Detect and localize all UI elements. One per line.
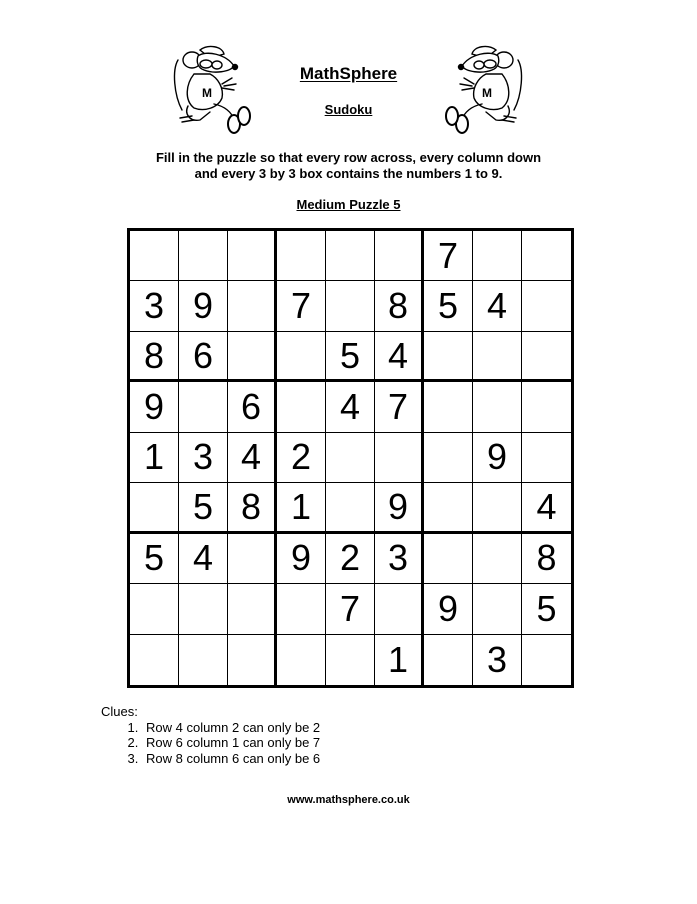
brand-title-text: MathSphere xyxy=(299,64,398,83)
sudoku-cell-r4-c5[interactable]: 4 xyxy=(326,382,375,432)
sudoku-cell-r8-c7[interactable]: 9 xyxy=(424,584,473,634)
sudoku-cell-r4-c2[interactable] xyxy=(179,382,228,432)
sudoku-cell-r5-c5[interactable] xyxy=(326,433,375,483)
sudoku-cell-r5-c3[interactable]: 4 xyxy=(228,433,277,483)
sudoku-cell-r9-c2[interactable] xyxy=(179,635,228,685)
sudoku-cell-r7-c6[interactable]: 3 xyxy=(375,534,424,584)
sudoku-cell-r9-c5[interactable] xyxy=(326,635,375,685)
sudoku-cell-r7-c2[interactable]: 4 xyxy=(179,534,228,584)
clue-item: 1. Row 4 column 2 can only be 2 xyxy=(142,720,320,736)
sudoku-cell-r1-c8[interactable] xyxy=(473,231,522,281)
sudoku-cell-r6-c3[interactable]: 8 xyxy=(228,483,277,533)
sudoku-cell-r8-c1[interactable] xyxy=(130,584,179,634)
sudoku-cell-r2-c8[interactable]: 4 xyxy=(473,281,522,331)
sudoku-cell-r5-c4[interactable]: 2 xyxy=(277,433,326,483)
instructions xyxy=(0,150,697,182)
sudoku-cell-r1-c5[interactable] xyxy=(326,231,375,281)
sudoku-cell-r3-c6[interactable]: 4 xyxy=(375,332,424,382)
sudoku-cell-r1-c2[interactable] xyxy=(179,231,228,281)
page-subtitle xyxy=(0,102,697,117)
instructions-line-1: Fill in the puzzle so that every row across, every column down xyxy=(155,150,542,165)
sudoku-cell-r6-c8[interactable] xyxy=(473,483,522,533)
sudoku-cell-r1-c9[interactable] xyxy=(522,231,571,281)
sudoku-cell-r7-c9[interactable]: 8 xyxy=(522,534,571,584)
sudoku-cell-r1-c1[interactable] xyxy=(130,231,179,281)
sudoku-cell-r3-c5[interactable]: 5 xyxy=(326,332,375,382)
clue-item: 2. Row 6 column 1 can only be 7 xyxy=(142,735,320,751)
page-subtitle-text: Sudoku xyxy=(324,102,373,117)
footer-url: www.mathsphere.co.uk xyxy=(287,794,410,806)
sudoku-cell-r5-c9[interactable] xyxy=(522,433,571,483)
sudoku-cell-r8-c6[interactable] xyxy=(375,584,424,634)
sudoku-cell-r3-c3[interactable] xyxy=(228,332,277,382)
sudoku-grid xyxy=(127,228,574,688)
sudoku-cell-r8-c9[interactable]: 5 xyxy=(522,584,571,634)
sudoku-cell-r5-c8[interactable]: 9 xyxy=(473,433,522,483)
sudoku-cell-r7-c1[interactable]: 5 xyxy=(130,534,179,584)
sudoku-cell-r3-c1[interactable]: 8 xyxy=(130,332,179,382)
sudoku-cell-r1-c7[interactable]: 7 xyxy=(424,231,473,281)
sudoku-cell-r7-c7[interactable] xyxy=(424,534,473,584)
sudoku-cell-r6-c7[interactable] xyxy=(424,483,473,533)
sudoku-cell-r2-c6[interactable]: 8 xyxy=(375,281,424,331)
brand-title xyxy=(0,64,697,84)
sudoku-cell-r3-c7[interactable] xyxy=(424,332,473,382)
sudoku-cell-r6-c9[interactable]: 4 xyxy=(522,483,571,533)
sudoku-cell-r2-c7[interactable]: 5 xyxy=(424,281,473,331)
sudoku-cell-r2-c4[interactable]: 7 xyxy=(277,281,326,331)
sudoku-cell-r7-c8[interactable] xyxy=(473,534,522,584)
mouse-mascot-icon xyxy=(436,40,526,135)
sudoku-cell-r2-c3[interactable] xyxy=(228,281,277,331)
instructions-line-2: and every 3 by 3 box contains the numbers 1 to 9. xyxy=(194,166,503,181)
sudoku-cell-r5-c7[interactable] xyxy=(424,433,473,483)
sudoku-cell-r1-c4[interactable] xyxy=(277,231,326,281)
sudoku-cell-r3-c4[interactable] xyxy=(277,332,326,382)
sudoku-cell-r1-c6[interactable] xyxy=(375,231,424,281)
mascot-shirt-letter: M xyxy=(482,86,492,100)
sudoku-cell-r8-c2[interactable] xyxy=(179,584,228,634)
sudoku-cell-r2-c9[interactable] xyxy=(522,281,571,331)
sudoku-cell-r9-c9[interactable] xyxy=(522,635,571,685)
sudoku-cell-r8-c4[interactable] xyxy=(277,584,326,634)
clues-list xyxy=(101,720,320,767)
sudoku-cell-r4-c4[interactable] xyxy=(277,382,326,432)
sudoku-cell-r7-c4[interactable]: 9 xyxy=(277,534,326,584)
sudoku-cell-r4-c1[interactable]: 9 xyxy=(130,382,179,432)
sudoku-cell-r7-c3[interactable] xyxy=(228,534,277,584)
clues-heading: Clues: xyxy=(101,704,138,719)
sudoku-cell-r6-c4[interactable]: 1 xyxy=(277,483,326,533)
sudoku-cell-r9-c4[interactable] xyxy=(277,635,326,685)
sudoku-cell-r4-c8[interactable] xyxy=(473,382,522,432)
sudoku-cell-r6-c6[interactable]: 9 xyxy=(375,483,424,533)
sudoku-cell-r9-c8[interactable]: 3 xyxy=(473,635,522,685)
sudoku-cell-r8-c5[interactable]: 7 xyxy=(326,584,375,634)
sudoku-cell-r5-c2[interactable]: 3 xyxy=(179,433,228,483)
sudoku-cell-r9-c1[interactable] xyxy=(130,635,179,685)
mouse-mascot-icon xyxy=(170,40,260,135)
sudoku-cell-r9-c7[interactable] xyxy=(424,635,473,685)
sudoku-cell-r9-c3[interactable] xyxy=(228,635,277,685)
mascot-shirt-letter: M xyxy=(202,86,212,100)
sudoku-cell-r6-c5[interactable] xyxy=(326,483,375,533)
sudoku-cell-r4-c3[interactable]: 6 xyxy=(228,382,277,432)
puzzle-name-text: Medium Puzzle 5 xyxy=(296,197,401,212)
puzzle-name xyxy=(0,197,697,212)
sudoku-cell-r4-c9[interactable] xyxy=(522,382,571,432)
sudoku-cell-r5-c6[interactable] xyxy=(375,433,424,483)
sudoku-cell-r3-c2[interactable]: 6 xyxy=(179,332,228,382)
sudoku-cell-r5-c1[interactable]: 1 xyxy=(130,433,179,483)
sudoku-cell-r8-c8[interactable] xyxy=(473,584,522,634)
sudoku-cell-r4-c6[interactable]: 7 xyxy=(375,382,424,432)
sudoku-cell-r8-c3[interactable] xyxy=(228,584,277,634)
clues-section xyxy=(101,704,320,766)
sudoku-cell-r9-c6[interactable]: 1 xyxy=(375,635,424,685)
sudoku-cell-r1-c3[interactable] xyxy=(228,231,277,281)
clue-item: 3. Row 8 column 6 can only be 6 xyxy=(142,751,320,767)
sudoku-cell-r4-c7[interactable] xyxy=(424,382,473,432)
sudoku-cell-r2-c1[interactable]: 3 xyxy=(130,281,179,331)
sudoku-cell-r3-c9[interactable] xyxy=(522,332,571,382)
sudoku-cell-r6-c1[interactable] xyxy=(130,483,179,533)
sudoku-cell-r7-c5[interactable]: 2 xyxy=(326,534,375,584)
sudoku-cell-r2-c5[interactable] xyxy=(326,281,375,331)
sudoku-cell-r6-c2[interactable]: 5 xyxy=(179,483,228,533)
sudoku-cell-r3-c8[interactable] xyxy=(473,332,522,382)
sudoku-cell-r2-c2[interactable]: 9 xyxy=(179,281,228,331)
